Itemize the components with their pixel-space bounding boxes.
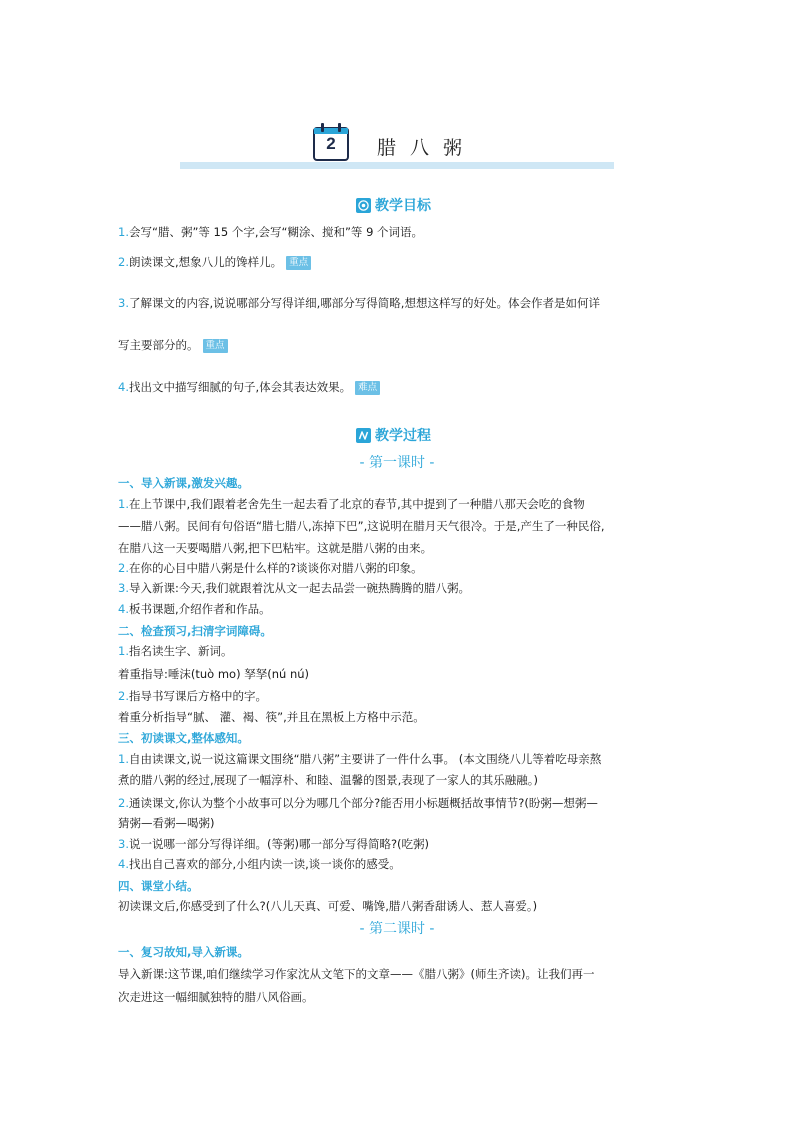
line-text: 自由读课文,说一说这篇课文围绕“腊八粥”主要讲了一件什么事。 (本文围绕八儿等着吃母亲熬 <box>128 752 602 766</box>
line-text: 猜粥—看粥—喝粥) <box>118 816 215 830</box>
item-number: 4. <box>118 857 129 871</box>
objective-number: 4. <box>118 380 129 394</box>
objective-text: 找出文中描写细腻的句子,体会其表达效果。 <box>128 380 352 394</box>
paragraph-line <box>118 709 678 725</box>
line-text: 导入新课:今天,我们就跟着沈从文一起去品尝一碗热腾腾的腊八粥。 <box>128 581 471 595</box>
paragraph-line <box>118 856 678 872</box>
paragraph-line <box>118 688 678 704</box>
item-number: 4. <box>118 602 129 616</box>
lesson-header <box>180 120 614 172</box>
line-text: 在上节课中,我们跟着老舍先生一起去看了北京的春节,其中提到了一种腊八那天会吃的食物 <box>128 497 585 511</box>
key-point-badge: 重点 <box>203 339 228 353</box>
paragraph-line <box>118 540 678 556</box>
step-heading: 二、检查预习,扫清字词障碍。 <box>118 624 272 638</box>
session-2-title: - 第二课时 - <box>359 921 435 937</box>
line-text: 次走进这一幅细腻独特的腊八风俗画。 <box>118 990 314 1004</box>
line-text: 煮的腊八粥的经过,展现了一幅淳朴、和睦、温馨的图景,表现了一家人的其乐融融。) <box>118 773 539 787</box>
paragraph-line <box>118 989 678 1005</box>
step-heading: 三、初读课文,整体感知。 <box>118 731 249 745</box>
lesson-number: 2 <box>326 134 336 153</box>
objective-item <box>118 379 678 395</box>
item-number: 3. <box>118 581 129 595</box>
item-number: 2. <box>118 561 129 575</box>
objective-text: 会写“腊、粥”等 15 个字,会写“糊涂、搅和”等 9 个词语。 <box>128 225 424 239</box>
line-text: 着重指导:唾沫(tuò mo) 孥孥(nú nú) <box>118 667 310 681</box>
step-heading: 一、复习故知,导入新课。 <box>118 945 249 959</box>
paragraph-line <box>118 772 678 788</box>
objective-number: 1. <box>118 225 129 239</box>
objective-text: 朗读课文,想象八儿的馋样儿。 <box>128 255 283 269</box>
paragraph-line <box>118 795 678 811</box>
paragraph-line <box>118 815 678 831</box>
objective-item <box>118 295 678 311</box>
paragraph-line <box>118 666 678 682</box>
objective-item <box>118 254 678 270</box>
line-text: ——腊八粥。民间有句俗语“腊七腊八,冻掉下巴”,这说明在腊月天气很冷。于是,产生了一种民俗, <box>118 519 605 533</box>
header-underline-bar <box>180 162 614 169</box>
objective-number: 3. <box>118 296 129 310</box>
item-number: 2. <box>118 689 129 703</box>
paragraph-line <box>118 496 678 512</box>
paragraph-line <box>118 751 678 767</box>
paragraph-line <box>118 643 678 659</box>
line-text: 通读课文,你认为整个小故事可以分为哪几个部分?能否用小标题概括故事情节?(盼粥—想粥— <box>128 796 598 810</box>
line-text: 指名读生字、新词。 <box>128 644 233 658</box>
line-text: 在你的心目中腊八粥是什么样的?谈谈你对腊八粥的印象。 <box>128 561 423 575</box>
target-icon <box>356 198 371 213</box>
session-1-title: - 第一课时 - <box>359 455 435 471</box>
paragraph-line <box>118 580 678 596</box>
line-text: 板书课题,介绍作者和作品。 <box>128 602 271 616</box>
objectives-heading-label: 教学目标 <box>375 198 431 214</box>
item-number: 1. <box>118 752 129 766</box>
objective-item <box>118 337 678 353</box>
paragraph-line <box>118 601 678 617</box>
paragraph-line <box>118 966 678 982</box>
lesson-title: 腊八粥 <box>377 137 477 159</box>
objectives-heading <box>356 195 431 215</box>
objective-item <box>118 224 678 240</box>
process-heading <box>356 425 431 445</box>
line-text: 说一说哪一部分写得详细。(等粥)哪一部分写得简略?(吃粥) <box>128 837 430 851</box>
line-text: 指导书写课后方格中的字。 <box>128 689 267 703</box>
objective-text: 写主要部分的。 <box>118 338 199 352</box>
step-heading: 一、导入新课,激发兴趣。 <box>118 476 249 490</box>
item-number: 2. <box>118 796 129 810</box>
objective-number: 2. <box>118 255 129 269</box>
line-text: 在腊八这一天要喝腊八粥,把下巴粘牢。这就是腊八粥的由来。 <box>118 541 433 555</box>
line-text: 着重分析指导“腻、 灌、褐、筷”,并且在黑板上方格中示范。 <box>118 710 425 724</box>
line-text: 导入新课:这节课,咱们继续学习作家沈从文笔下的文章——《腊八粥》(师生齐读)。让我们再一 <box>118 967 595 981</box>
item-number: 1. <box>118 644 129 658</box>
objective-text: 了解课文的内容,说说哪部分写得详细,哪部分写得简略,想想这样写的好处。体会作者是如何详 <box>128 296 600 310</box>
paragraph-line <box>118 518 678 534</box>
difficulty-badge: 难点 <box>355 381 380 395</box>
key-point-badge: 重点 <box>286 256 311 270</box>
line-text: 初读课文后,你感受到了什么?(八儿天真、可爱、嘴馋,腊八粥香甜诱人、惹人喜爱。) <box>118 899 538 913</box>
line-text: 找出自己喜欢的部分,小组内读一读,谈一谈你的感受。 <box>128 857 401 871</box>
item-number: 1. <box>118 497 129 511</box>
paragraph-line <box>118 836 678 852</box>
paragraph-line <box>118 898 678 914</box>
step-heading: 四、课堂小结。 <box>118 879 199 893</box>
item-number: 3. <box>118 837 129 851</box>
paragraph-line <box>118 560 678 576</box>
process-icon <box>356 428 371 443</box>
process-heading-label: 教学过程 <box>375 428 431 444</box>
